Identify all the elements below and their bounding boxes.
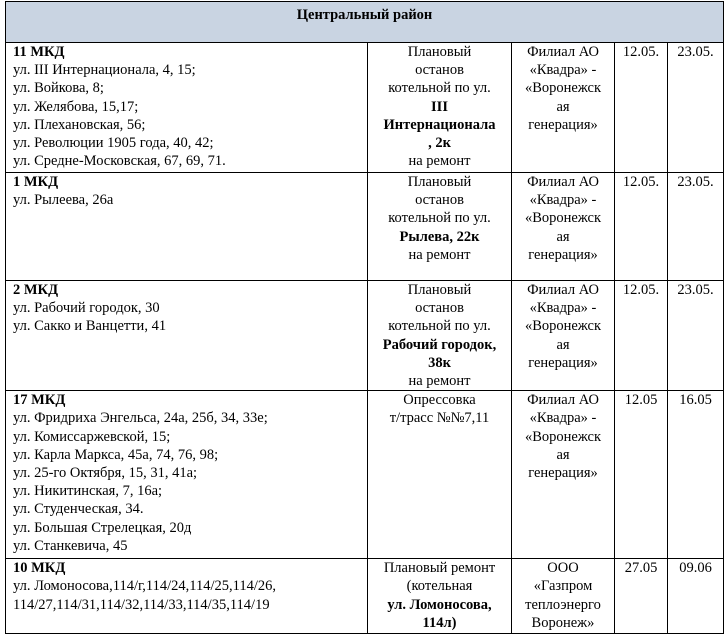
organization-line: «Воронежск [524,80,602,97]
address-line: ул. Фридриха Энгельса, 24а, 25б, 34, 33е; [13,410,268,427]
work-note: на ремонт [408,373,471,390]
address-line: ул. Карла Маркса, 45а, 74, 76, 98; [13,446,219,463]
address-cell [6,281,368,391]
address-line: ул. Студенческая, 34. [13,501,144,518]
work-boiler-address: III [431,98,448,115]
address-line: ул. Революции 1905 года, 40, 42; [13,135,214,152]
address-line: ул. Большая Стрелецкая, 20д [13,519,192,536]
work-boiler-address: 114л) [422,614,457,631]
organization-line: «Квадра» - [529,300,597,317]
schedule-row [6,559,724,634]
organization-cell [512,559,615,634]
district-title: Центральный район [6,2,724,43]
organization-line: ая [556,98,570,115]
district-header-row [6,2,724,43]
work-line: Плановый ремонт [383,560,496,577]
end-date: 09.06 [668,559,724,634]
work-line: котельной по ул. [388,210,491,227]
work-line: Плановый [407,174,472,190]
organization-line: «Квадра» - [529,192,597,209]
building-count: 2 МКД [13,282,59,298]
organization-line: ая [556,228,570,245]
organization-line: ООО [547,560,579,577]
work-boiler-address: Рылева, 22к [399,228,480,245]
organization-line: ая [556,336,570,353]
organization-cell [512,173,615,281]
end-date: 16.05 [668,391,724,559]
organization-line: генерация» [528,116,598,133]
schedule-row [6,391,724,559]
schedule-row [6,43,724,173]
address-line: ул. Плехановская, 56; [13,116,146,133]
outage-schedule-table [5,1,724,634]
work-line: т/трасс №№7,11 [389,410,490,427]
organization-line: Филиал АО [527,44,599,60]
address-cell [6,391,368,559]
work-type-cell [368,43,512,173]
work-line: (котельная [406,578,473,595]
organization-line: Филиал АО [527,392,599,409]
organization-line: «Воронежск [524,318,602,335]
organization-line: «Квадра» - [529,410,597,427]
work-line: котельной по ул. [388,80,491,97]
organization-line: генерация» [528,465,598,482]
work-line: останов [415,192,464,209]
organization-line: «Воронежск [524,210,602,227]
organization-line: «Воронежск [524,428,602,445]
start-date: 27.05 [615,559,668,634]
address-line: ул. Рылеева, 26а [13,192,114,209]
work-type-cell [368,173,512,281]
address-line: ул. Войкова, 8; [13,80,104,97]
organization-line: «Газпром [533,578,593,595]
address-line: ул. Средне-Московская, 67, 69, 71. [13,153,226,170]
address-line: ул. Сакко и Ванцетти, 41 [13,318,167,335]
address-line: ул. Рабочий городок, 30 [13,300,160,317]
start-date: 12.05. [615,173,668,281]
work-note: на ремонт [408,153,471,170]
building-count: 11 МКД [13,44,65,60]
work-line: котельной по ул. [388,318,491,335]
organization-line: «Квадра» - [529,62,597,79]
work-line: Опрессовка [403,392,476,409]
start-date: 12.05. [615,43,668,173]
end-date: 23.05. [668,173,724,281]
work-line: останов [415,62,464,79]
organization-cell [512,391,615,559]
work-boiler-address: ул. Ломоносова, [387,596,492,613]
work-note: на ремонт [408,246,471,263]
work-boiler-address: Рабочий городок, [382,336,497,353]
address-line: ул. Комиссаржевской, 15; [13,428,171,445]
start-date: 12.05 [615,391,668,559]
organization-line: генерация» [528,354,598,371]
address-cell [6,559,368,634]
organization-cell [512,43,615,173]
organization-line: Филиал АО [527,174,599,190]
start-date: 12.05. [615,281,668,391]
building-count: 17 МКД [13,392,66,409]
work-line: Плановый [407,44,472,60]
work-type-cell [368,559,512,634]
address-line: ул. Ломоносова,114/г,114/24,114/25,114/26, [13,578,277,595]
address-line: ул. Желябова, 15,17; [13,98,139,115]
organization-cell [512,281,615,391]
end-date: 23.05. [668,281,724,391]
work-line: останов [415,300,464,317]
address-line: ул. III Интернационала, 4, 15; [13,62,196,79]
schedule-row [6,173,724,281]
address-line: ул. Никитинская, 7, 16а; [13,483,163,500]
organization-line: генерация» [528,246,598,263]
work-type-cell [368,281,512,391]
work-boiler-address: 38к [428,354,451,371]
building-count: 10 МКД [13,560,66,577]
address-cell [6,173,368,281]
organization-line: Воронеж» [531,614,595,631]
work-boiler-address: , 2к [428,135,451,152]
building-count: 1 МКД [13,174,59,190]
end-date: 23.05. [668,43,724,173]
address-line: ул. 25-го Октября, 15, 31, 41а; [13,465,198,482]
address-line: ул. Станкевича, 45 [13,537,128,554]
schedule-row [6,281,724,391]
organization-line: Филиал АО [527,282,599,298]
work-boiler-address: Интернационала [383,116,496,133]
organization-line: ая [556,446,570,463]
address-line: 114/27,114/31,114/32,114/33,114/35,114/19 [13,596,270,613]
address-cell [6,43,368,173]
work-type-cell [368,391,512,559]
organization-line: теплоэнерго [525,596,601,613]
work-line: Плановый [407,282,472,298]
